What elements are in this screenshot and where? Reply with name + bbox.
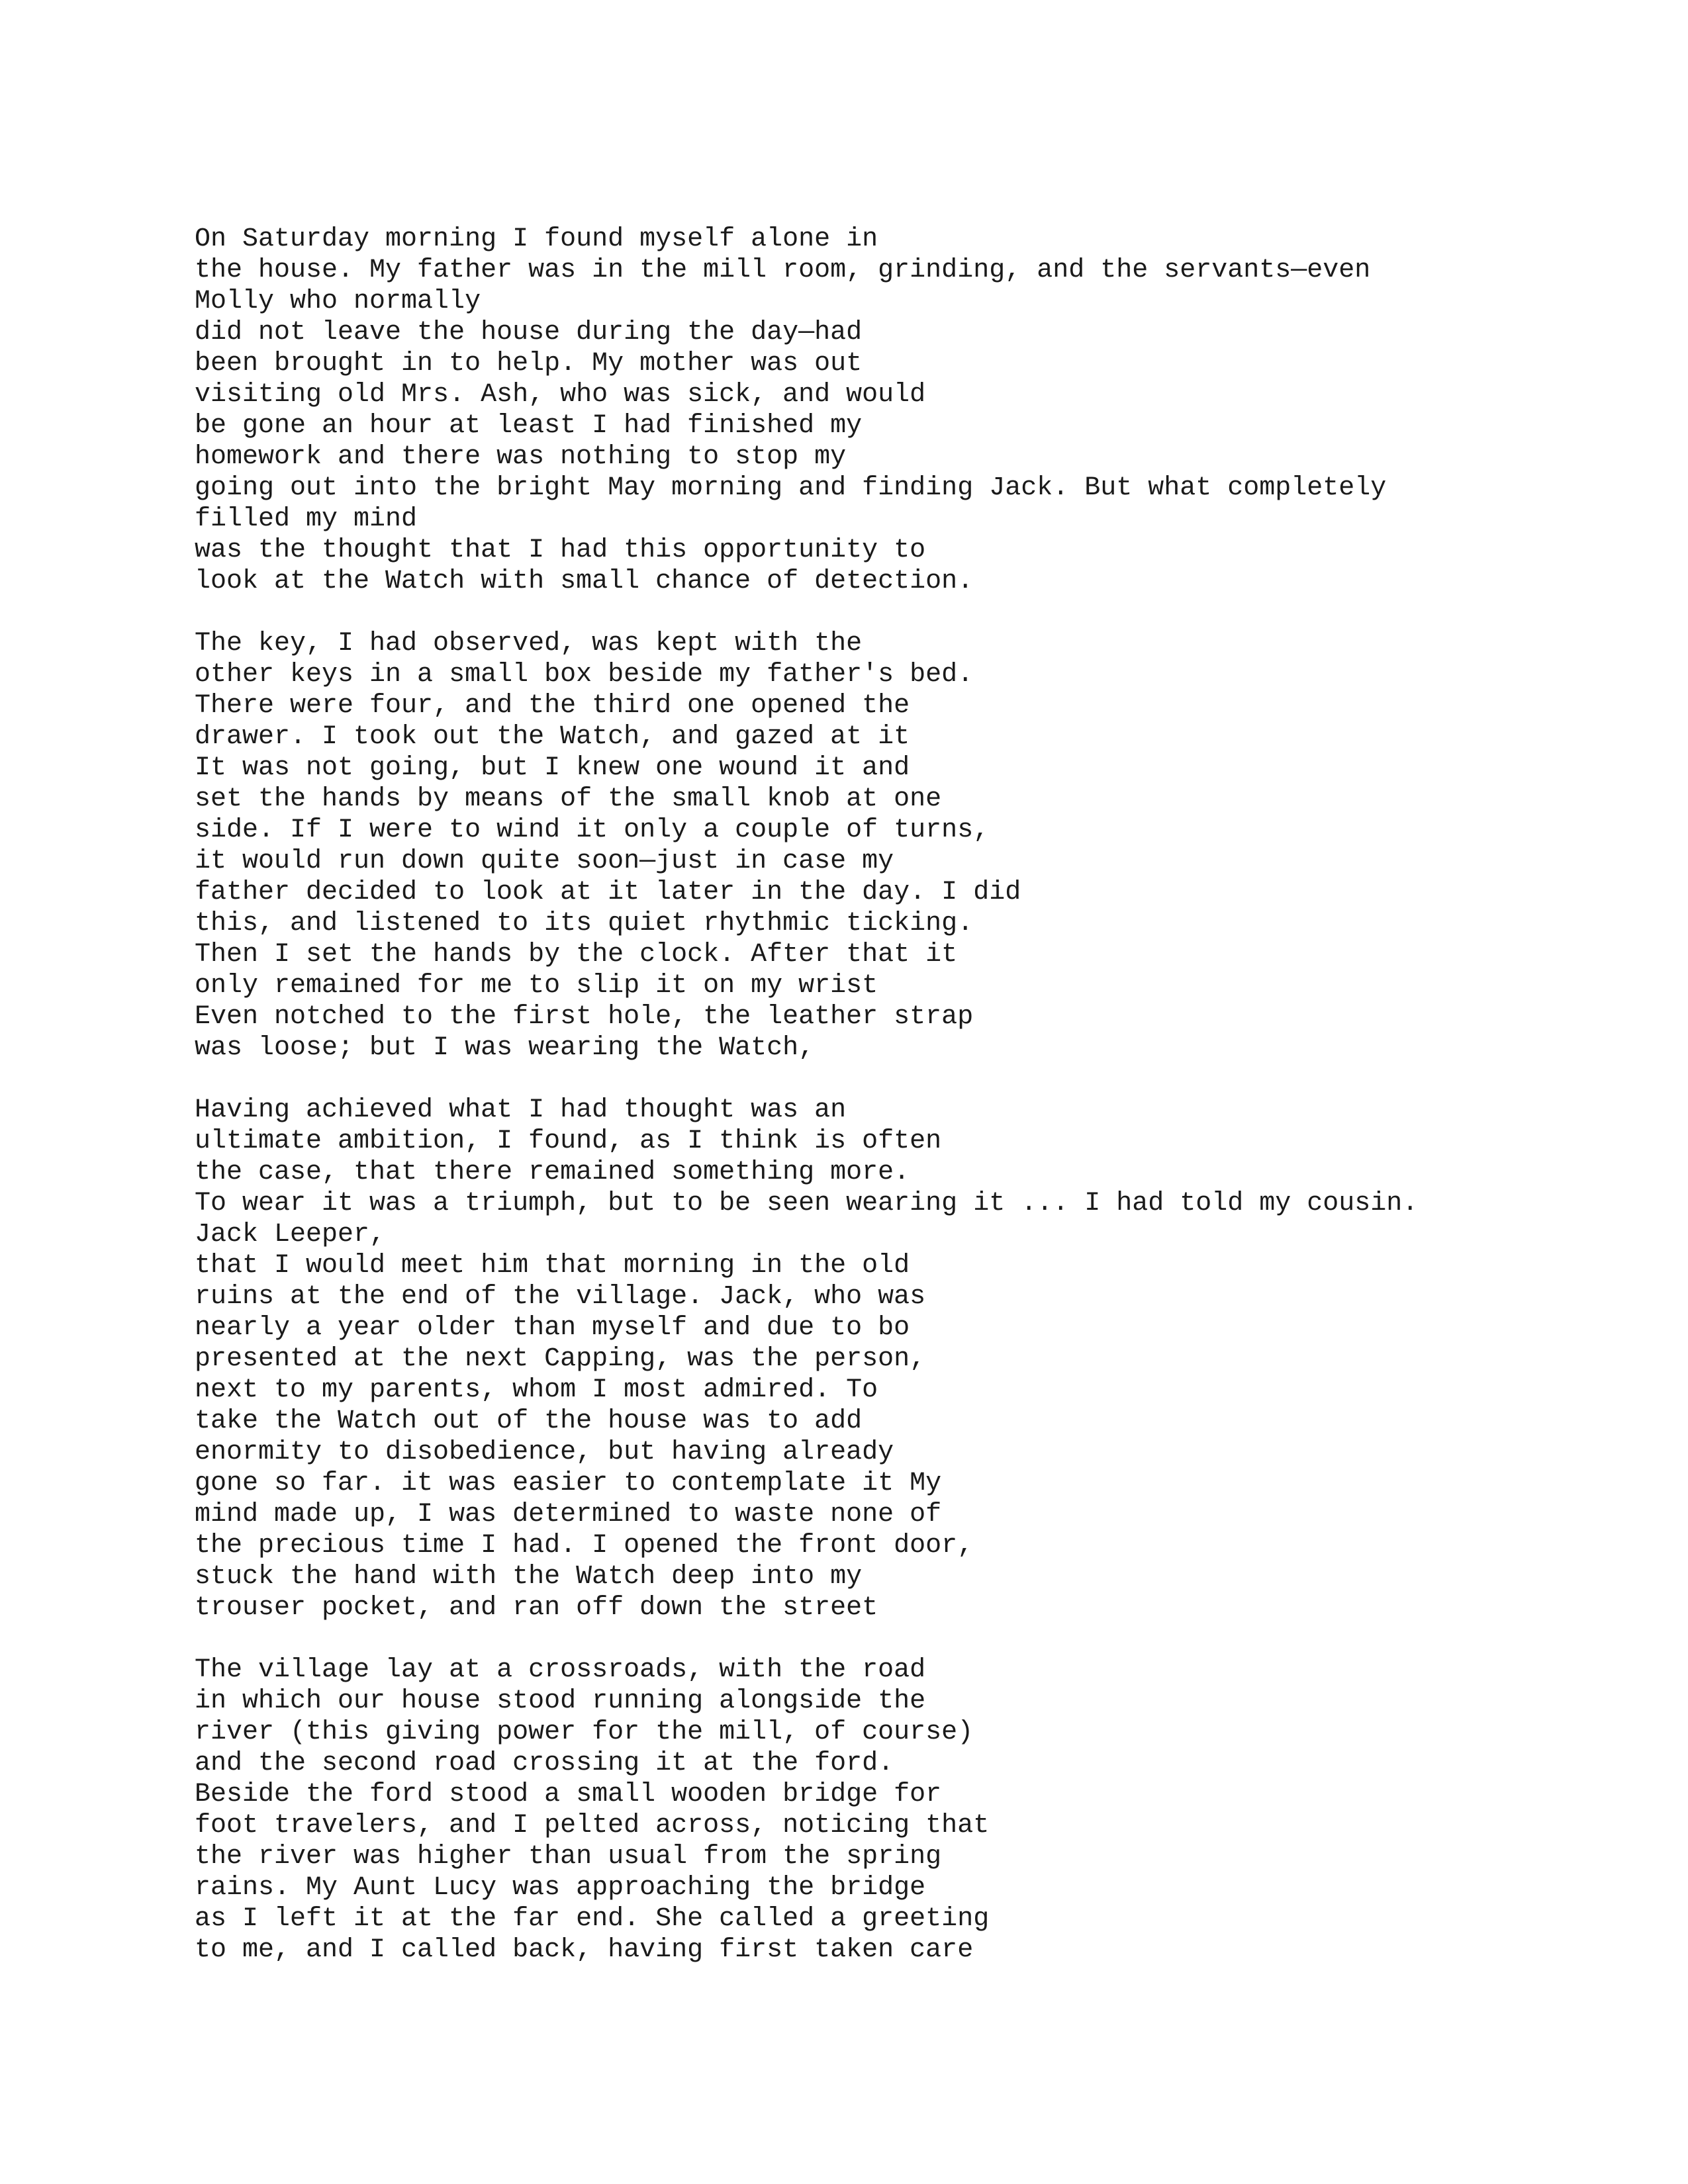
text-line: that I would meet him that morning in the old (195, 1251, 910, 1281)
text-line: rains. My Aunt Lucy was approaching the bridge (195, 1873, 926, 1903)
text-line: Beside the ford stood a small wooden bridge for (195, 1780, 942, 1809)
text-line: filled my mind (195, 504, 418, 534)
paragraph (195, 1655, 1651, 1966)
paragraph (195, 628, 1651, 1064)
text-line: the case, that there remained something more. (195, 1158, 910, 1187)
text-line: nearly a year older than myself and due to bo (195, 1313, 910, 1343)
text-line: the river was higher than usual from the spring (195, 1842, 942, 1872)
text-line: in which our house stood running alongside the (195, 1686, 926, 1716)
text-line: enormity to disobedience, but having already (195, 1437, 894, 1467)
text-line: take the Watch out of the house was to add (195, 1406, 863, 1436)
text-line: The key, I had observed, was kept with the (195, 629, 863, 659)
text-line: other keys in a small box beside my father's bed. (195, 660, 974, 690)
text-line: Molly who normally (195, 287, 481, 316)
paragraph (195, 1095, 1651, 1623)
text-line: gone so far. it was easier to contemplate it My (195, 1469, 942, 1498)
text-line: ruins at the end of the village. Jack, who was (195, 1282, 926, 1312)
text-line: It was not going, but I knew one wound it and (195, 753, 910, 783)
text-line: foot travelers, and I pelted across, noticing that (195, 1811, 990, 1841)
text-line: Having achieved what I had thought was an (195, 1095, 847, 1125)
text-line: and the second road crossing it at the ford. (195, 1749, 894, 1778)
text-line: as I left it at the far end. She called a greeting (195, 1904, 990, 1934)
text-line: homework and there was nothing to stop my (195, 442, 847, 472)
text-line: was loose; but I was wearing the Watch, (195, 1033, 815, 1063)
text-line: side. If I were to wind it only a couple of turns, (195, 815, 990, 845)
text-line: only remained for me to slip it on my wrist (195, 971, 878, 1001)
text-line: On Saturday morning I found myself alone in (195, 224, 878, 254)
text-line: father decided to look at it later in the day. I did (195, 878, 1021, 907)
text-line: was the thought that I had this opportunity to (195, 535, 926, 565)
text-line: Jack Leeper, (195, 1220, 386, 1250)
text-line: it would run down quite soon—just in case my (195, 846, 894, 876)
body-text (195, 224, 1651, 1966)
text-line: To wear it was a triumph, but to be seen wearing it ... I had told my cousin. (195, 1189, 1419, 1218)
text-line: river (this giving power for the mill, of course) (195, 1717, 974, 1747)
text-line: visiting old Mrs. Ash, who was sick, and would (195, 380, 926, 410)
text-line: presented at the next Capping, was the person, (195, 1344, 926, 1374)
text-line: stuck the hand with the Watch deep into my (195, 1562, 863, 1592)
paragraph-gap (195, 1064, 1651, 1095)
text-line: There were four, and the third one opened the (195, 691, 910, 721)
text-line: Then I set the hands by the clock. After that it (195, 940, 958, 970)
text-line: look at the Watch with small chance of detection. (195, 567, 974, 596)
paragraph-gap (195, 1623, 1651, 1655)
text-line: the precious time I had. I opened the front door, (195, 1531, 974, 1561)
text-line: be gone an hour at least I had finished my (195, 411, 863, 441)
text-line: The village lay at a crossroads, with the road (195, 1655, 926, 1685)
text-line: the house. My father was in the mill room, grinding, and the servants—even (195, 255, 1371, 285)
text-line: did not leave the house during the day—had (195, 318, 863, 347)
text-line: ultimate ambition, I found, as I think is often (195, 1126, 942, 1156)
text-line: to me, and I called back, having first taken care (195, 1935, 974, 1965)
text-line: been brought in to help. My mother was out (195, 349, 863, 379)
text-line: trouser pocket, and ran off down the street (195, 1593, 878, 1623)
paragraph (195, 224, 1651, 597)
text-line: drawer. I took out the Watch, and gazed at it (195, 722, 910, 752)
text-line: mind made up, I was determined to waste none of (195, 1500, 942, 1529)
paragraph-gap (195, 597, 1651, 628)
text-line: set the hands by means of the small knob at one (195, 784, 942, 814)
text-line: going out into the bright May morning and finding Jack. But what completely (195, 473, 1387, 503)
text-line: next to my parents, whom I most admired. To (195, 1375, 878, 1405)
text-line: Even notched to the first hole, the leather strap (195, 1002, 974, 1032)
text-line: this, and listened to its quiet rhythmic ticking. (195, 909, 974, 938)
